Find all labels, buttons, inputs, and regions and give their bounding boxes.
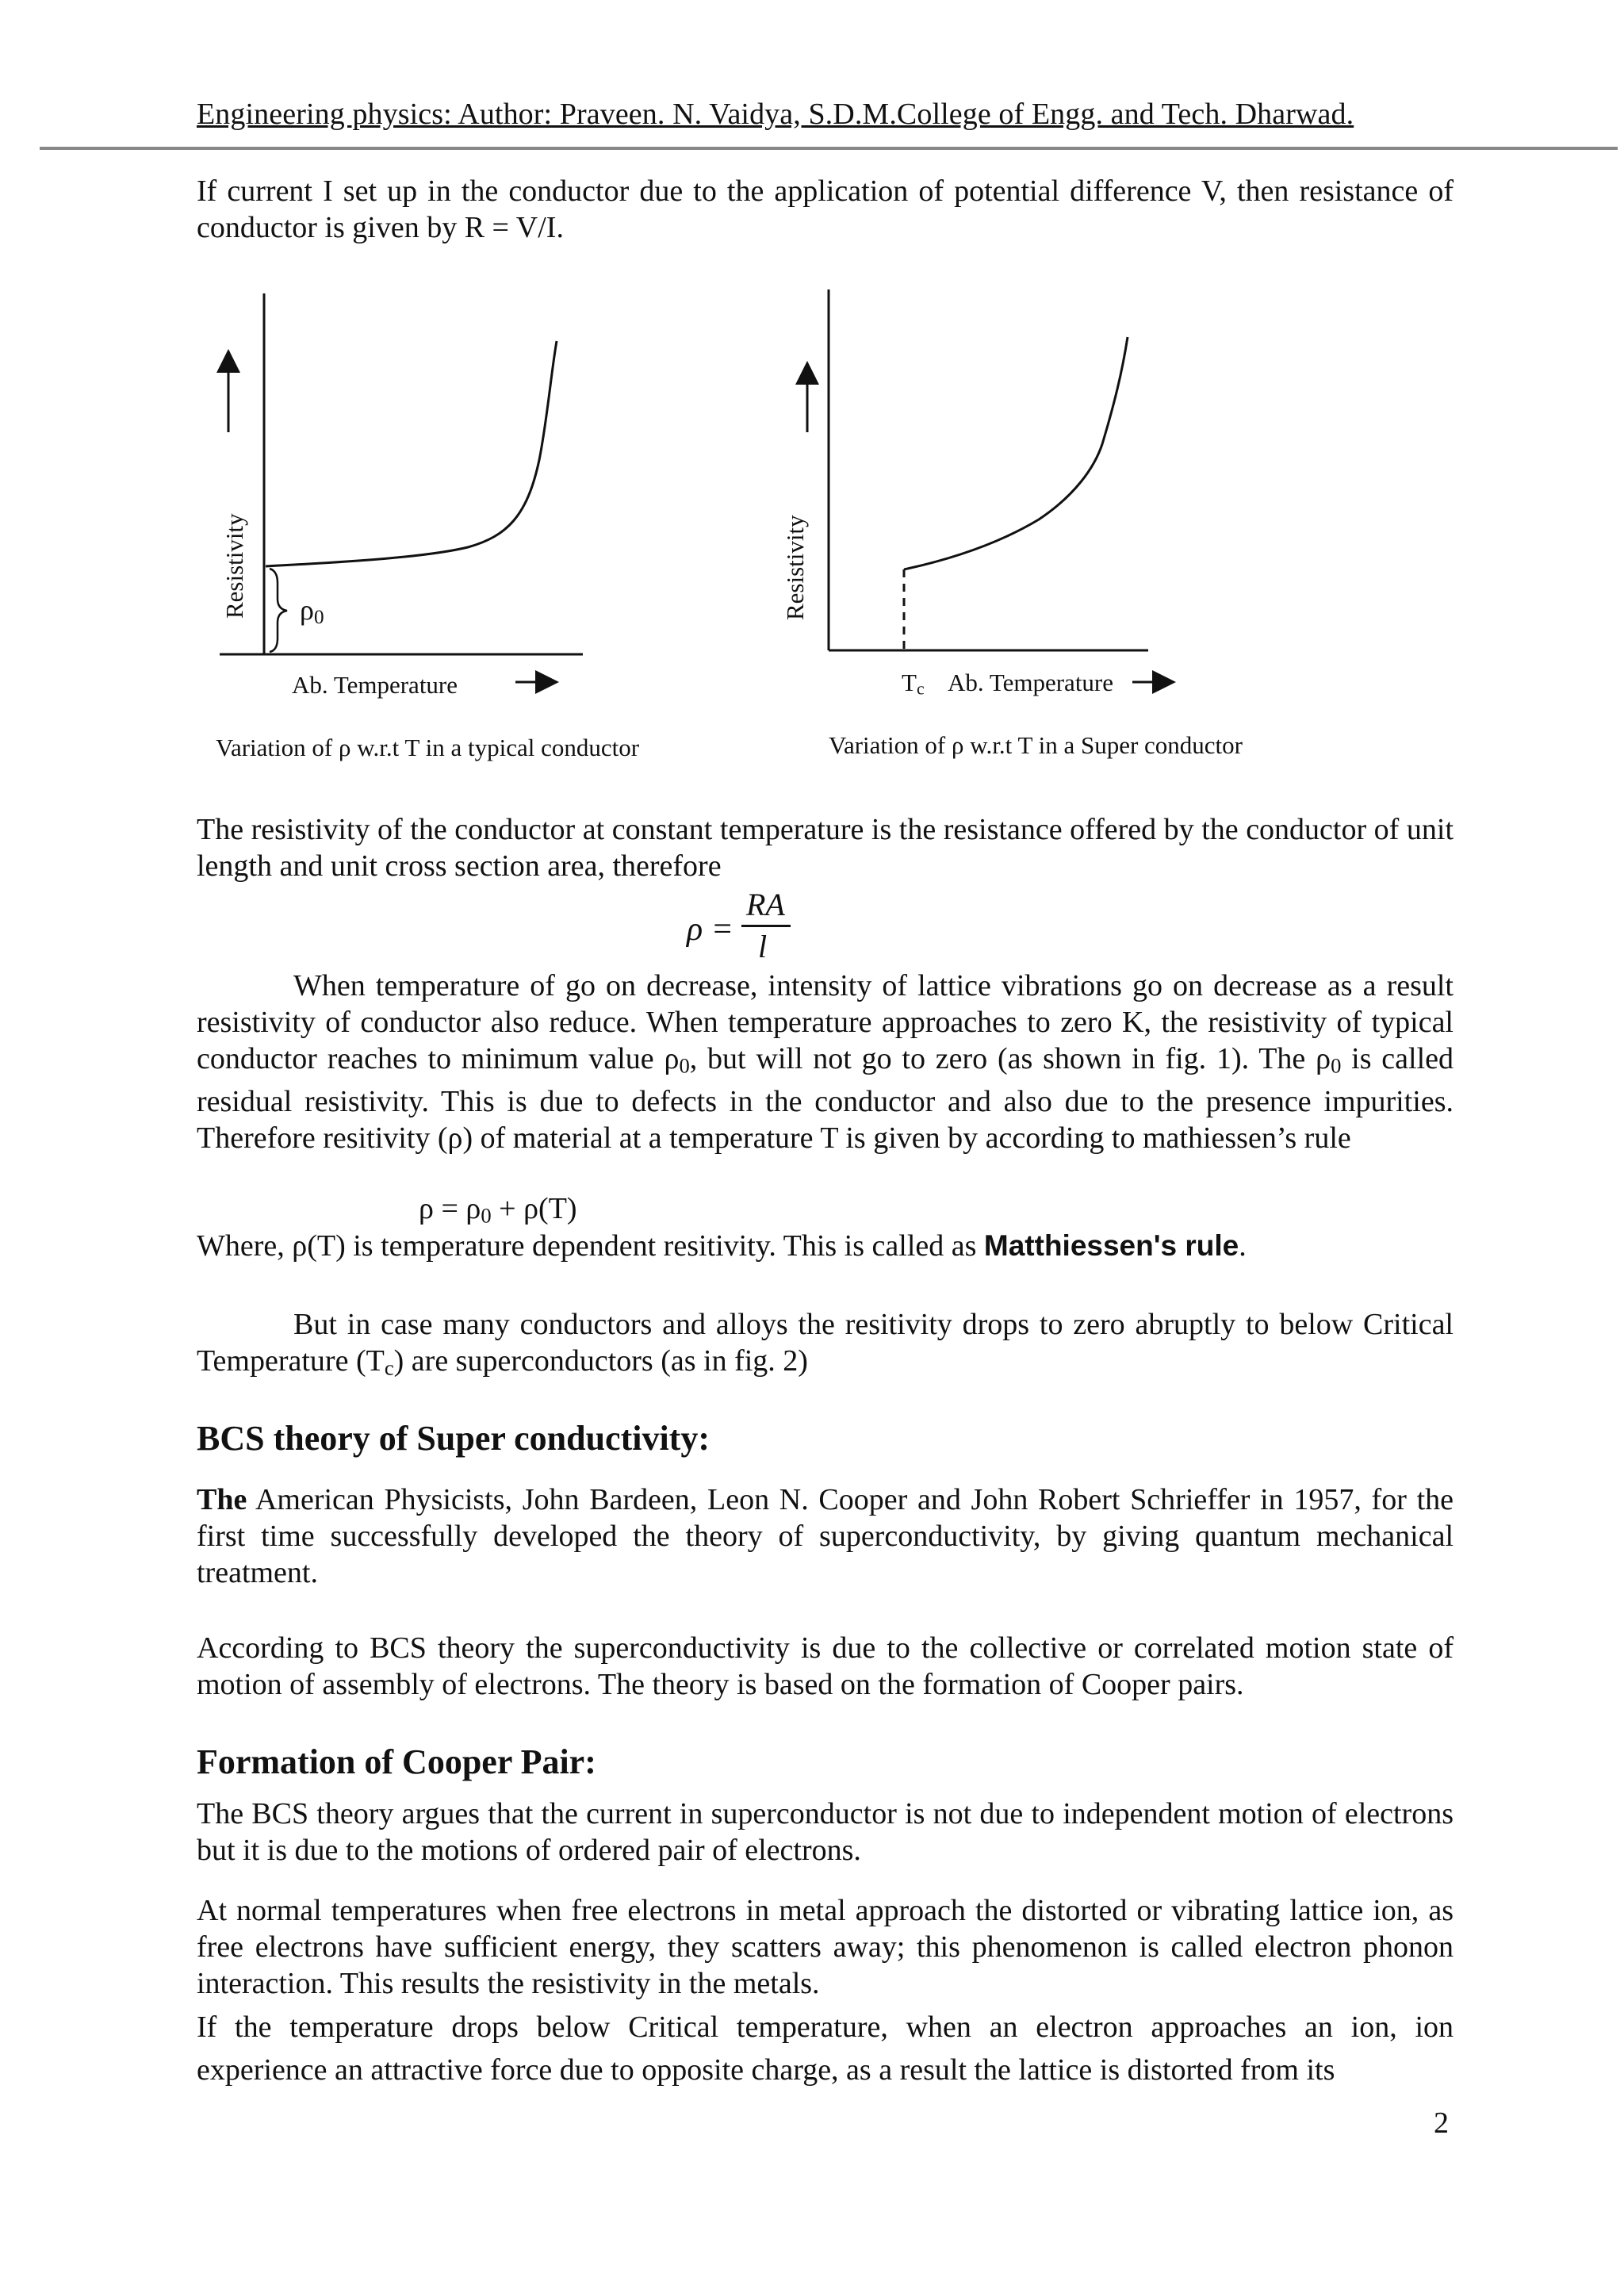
page-number: 2: [1434, 2106, 1449, 2140]
left-caption: Variation of ρ w.r.t T in a typical conductor: [216, 734, 640, 761]
left-x-label: Ab. Temperature: [292, 671, 458, 699]
right-x-label: Ab. Temperature: [948, 669, 1114, 696]
right-resistivity-curve: [904, 337, 1128, 569]
right-y-label: Resistivity: [781, 515, 809, 620]
figure-typical-conductor: [220, 293, 583, 682]
cooper-paragraph-1: The BCS theory argues that the current in superconductor is not due to independent motion of electrons but it is due to the motions of ordered pair of electrons.: [197, 1797, 1454, 1867]
rho-zero-brace: [270, 569, 287, 652]
rho-zero-label: $\rho_0$: [300, 594, 324, 629]
tc-label: $T_c$: [902, 669, 925, 699]
cooper-paragraph-3: If the temperature drops below Critical temperature, when an electron approaches an ion, ion experience an attractive force due to opposite charge, as a result the lattice is distorted from its: [197, 2010, 1454, 2087]
bcs-heading: BCS theory of Super conductivity:: [197, 1419, 710, 1458]
temperature-paragraph: When temperature of go on decrease, intensity of lattice vibrations go on decrease as a result resistivity of conductor also reduce. When temperature approaches to zero K, the resistivity of typical conductor reaches to minimum value $\rho_0$, but will not go to zero (as shown in fig. 1). The $\rho_0$ is called residual resistivity. This is due to defects in the conductor and also due to the presence impurities. Therefore resitivity (ρ) of material at a temperature T is given by according to mathiessen’s rule: [197, 969, 1454, 1156]
left-y-label: Resistivity: [220, 513, 248, 619]
intro-text: If current I set up in the conductor due to the application of potential difference V, then resistance of conductor is given by R = V/I.: [197, 174, 1454, 244]
right-caption: Variation of ρ w.r.t T in a Super conductor: [829, 731, 1243, 759]
cooper-paragraph-2: At normal temperatures when free electrons in metal approach the distorted or vibrating lattice ion, as free electrons have sufficient energy, they scatters away; this phenomenon is called electron phonon interaction. This results the resistivity in the metals.: [197, 1894, 1454, 2000]
page-header: Engineering physics: Author: Praveen. N. Vaidya, S.D.M.College of Engg. and Tech. Dharwad.: [197, 98, 1354, 131]
bcs-paragraph: The American Physicists, John Bardeen, Leon N. Cooper and John Robert Schrieffer in 1957, for the first time successfully developed the theory of superconductivity, by giving quantum mechanical treatment.: [197, 1483, 1454, 1589]
left-resistivity-curve: [266, 341, 557, 566]
figure-super-conductor: [807, 289, 1164, 682]
formula-denominator: l: [758, 929, 768, 964]
bcs-paragraph-2: According to BCS theory the superconductivity is due to the collective or correlated motion state of motion of assembly of electrons. The theory is based on the formation of Cooper pairs.: [197, 1631, 1454, 1701]
matthiessen-formula: $\rho = \rho_0 + \rho(T)$: [419, 1192, 577, 1228]
formula-lhs: ρ =: [687, 911, 734, 948]
matthiessen-rule-bold: Matthiessen's rule: [983, 1229, 1239, 1262]
fraction-bar: [741, 925, 791, 927]
formula-numerator: RA: [746, 887, 785, 922]
resistivity-paragraph: The resistivity of the conductor at constant temperature is the resistance offered by the conductor of unit length and unit cross section area, therefore: [197, 813, 1454, 883]
superconductor-paragraph: But in case many conductors and alloys the resitivity drops to zero abruptly to below Critical Temperature $(T_c)$ are superconductors (as in fig. 2): [197, 1308, 1454, 1380]
where-line: Where, ρ(T) is temperature dependent resitivity. This is called as Matthiessen's rule.: [197, 1229, 1247, 1263]
cooper-heading: Formation of Cooper Pair:: [197, 1742, 596, 1781]
